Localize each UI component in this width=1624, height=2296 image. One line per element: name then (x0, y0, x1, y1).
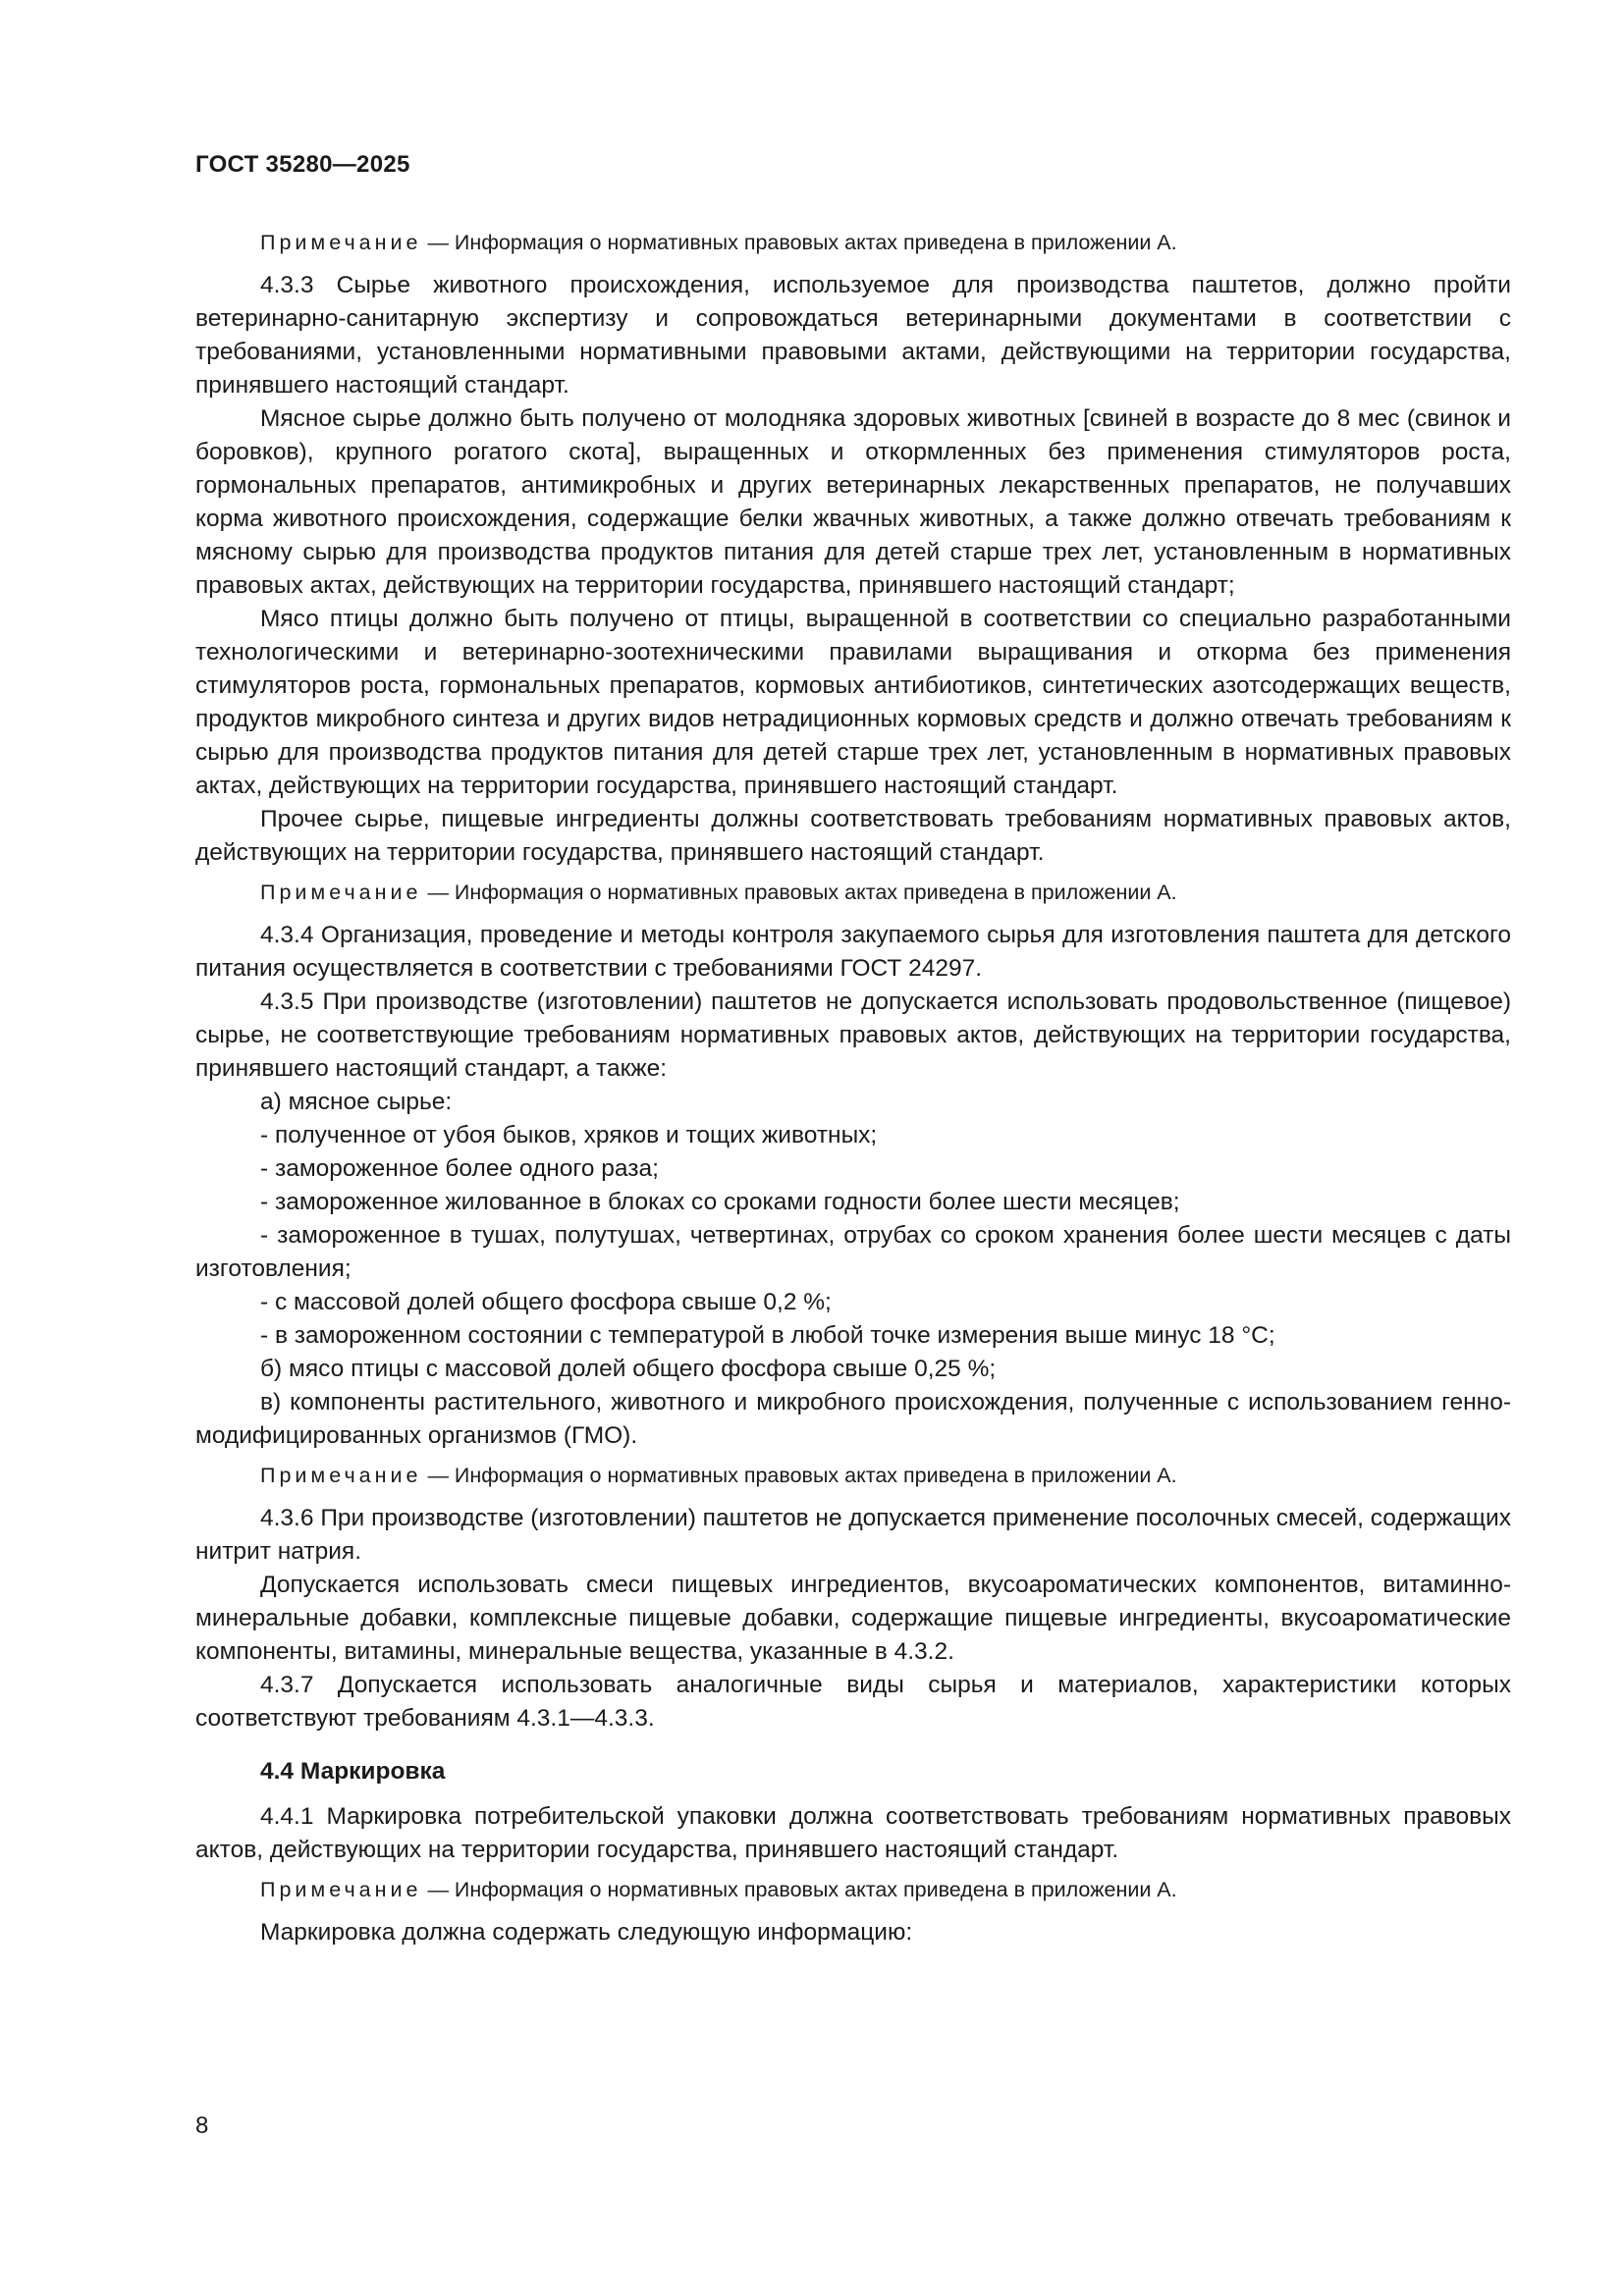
list-item: - с массовой долей общего фосфора свыше 0,2 %; (260, 1289, 832, 1315)
note-label: Примечание (260, 231, 422, 254)
note-text: — Информация о нормативных правовых актах приведена в приложении А. (427, 1878, 1177, 1901)
page-number: 8 (195, 2112, 209, 2139)
paragraph-4-3-4: 4.3.4 Организация, проведение и методы контроля закупаемого сырья для изготовления паштета для детского питания осуществляется в соответствии с требованиями ГОСТ 24297. (195, 922, 1511, 982)
note-text: — Информация о нормативных правовых актах приведена в приложении А. (427, 231, 1177, 254)
paragraph-poultry-meat: Мясо птицы должно быть получено от птицы, выращенной в соответствии со специально разработанными технологическими и ветеринарно-зоотехническими правилами выращивания и откорма без применения стимуляторов роста, гормональных препаратов, кормовых антибиотиков, синтетических азотсодержащих веществ, продуктов микробного синтеза и других видов нетрадиционных кормовых средств и должно отвечать требованиям к сырью для производства продуктов питания для детей старше трех лет, установленным в нормативных правовых актах, действующих на территории государства, принявшего настоящий стандарт. (195, 606, 1511, 799)
list-item: - полученное от убоя быков, хряков и тощих животных; (260, 1122, 878, 1148)
note-label: Примечание (260, 1464, 422, 1487)
list-item: б) мясо птицы с массовой долей общего фосфора свыше 0,25 %; (260, 1356, 997, 1382)
note (195, 228, 1511, 257)
list-item: - замороженное в тушах, полутушах, четвертинах, отрубах со сроком хранения более шести месяцев с даты изготовления; (195, 1222, 1511, 1282)
note (195, 878, 1511, 907)
document-code-header: ГОСТ 35280—2025 (195, 151, 410, 178)
document-body (195, 224, 1511, 1949)
paragraph-4-3-7: 4.3.7 Допускается использовать аналогичные виды сырья и материалов, характеристики которых соответствуют требованиям 4.3.1—4.3.3. (195, 1672, 1511, 1732)
paragraph-meat-raw-material: Мясное сырье должно быть получено от молодняка здоровых животных [свиней в возрасте до 8 мес (свинок и боровков), крупного рогатого скота], выращенных и откормленных без применения стимуляторов роста, гормональных препаратов, антимикробных и других ветеринарных лекарственных препаратов, не получавших корма животного происхождения, содержащие белки жвачных животных, а также должно отвечать требованиям к мясному сырью для производства продуктов питания для детей старше трех лет, установленным в нормативных правовых актах, действующих на территории государства, принявшего настоящий стандарт; (195, 405, 1511, 599)
section-title-labeling: 4.4 Маркировка (260, 1758, 446, 1785)
note-text: — Информация о нормативных правовых актах приведена в приложении А. (427, 881, 1177, 904)
list-item: - замороженное жилованное в блоках со сроками годности более шести месяцев; (260, 1189, 1180, 1215)
paragraph-other-raw-material: Прочее сырье, пищевые ингредиенты должны соответствовать требованиям нормативных правовых актов, действующих на территории государства, принявшего настоящий стандарт. (195, 806, 1511, 866)
list-item: - замороженное более одного раза; (260, 1155, 659, 1182)
list-item: в) компоненты растительного, животного и микробного происхождения, полученные с использованием генно-модифицированных организмов (ГМО). (195, 1389, 1511, 1449)
paragraph-4-4-1: 4.4.1 Маркировка потребительской упаковки должна соответствовать требованиям нормативных правовых актов, действующих на территории государства, принявшего настоящий стандарт. (195, 1803, 1511, 1863)
list-item: а) мясное сырье: (260, 1089, 453, 1115)
note-label: Примечание (260, 1878, 422, 1901)
note (195, 1461, 1511, 1490)
paragraph-labeling-info: Маркировка должна содержать следующую информацию: (260, 1919, 913, 1946)
paragraph-allowed-mixtures: Допускается использовать смеси пищевых ингредиентов, вкусоароматических компонентов, витаминно-минеральные добавки, комплексные пищевые добавки, содержащие пищевые ингредиенты, вкусоароматические компоненты, витамины, минеральные вещества, указанные в 4.3.2. (195, 1572, 1511, 1665)
note-label: Примечание (260, 881, 422, 904)
list-item: - в замороженном состоянии с температурой в любой точке измерения выше минус 18 °С; (260, 1322, 1275, 1349)
note-text: — Информация о нормативных правовых актах приведена в приложении А. (427, 1464, 1177, 1487)
paragraph-4-3-6: 4.3.6 При производстве (изготовлении) паштетов не допускается применение посолочных смесей, содержащих нитрит натрия. (195, 1505, 1511, 1565)
paragraph-4-3-3: 4.3.3 Сырье животного происхождения, используемое для производства паштетов, должно пройти ветеринарно-санитарную экспертизу и сопровождаться ветеринарными документами в соответствии с требованиями, установленными нормативными правовыми актами, действующими на территории государства, принявшего настоящий стандарт. (195, 272, 1511, 399)
paragraph-4-3-5: 4.3.5 При производстве (изготовлении) паштетов не допускается использовать продовольственное (пищевое) сырье, не соответствующие требованиям нормативных правовых актов, действующих на территории государства, принявшего настоящий стандарт, а также: (195, 988, 1511, 1082)
note (195, 1875, 1511, 1904)
